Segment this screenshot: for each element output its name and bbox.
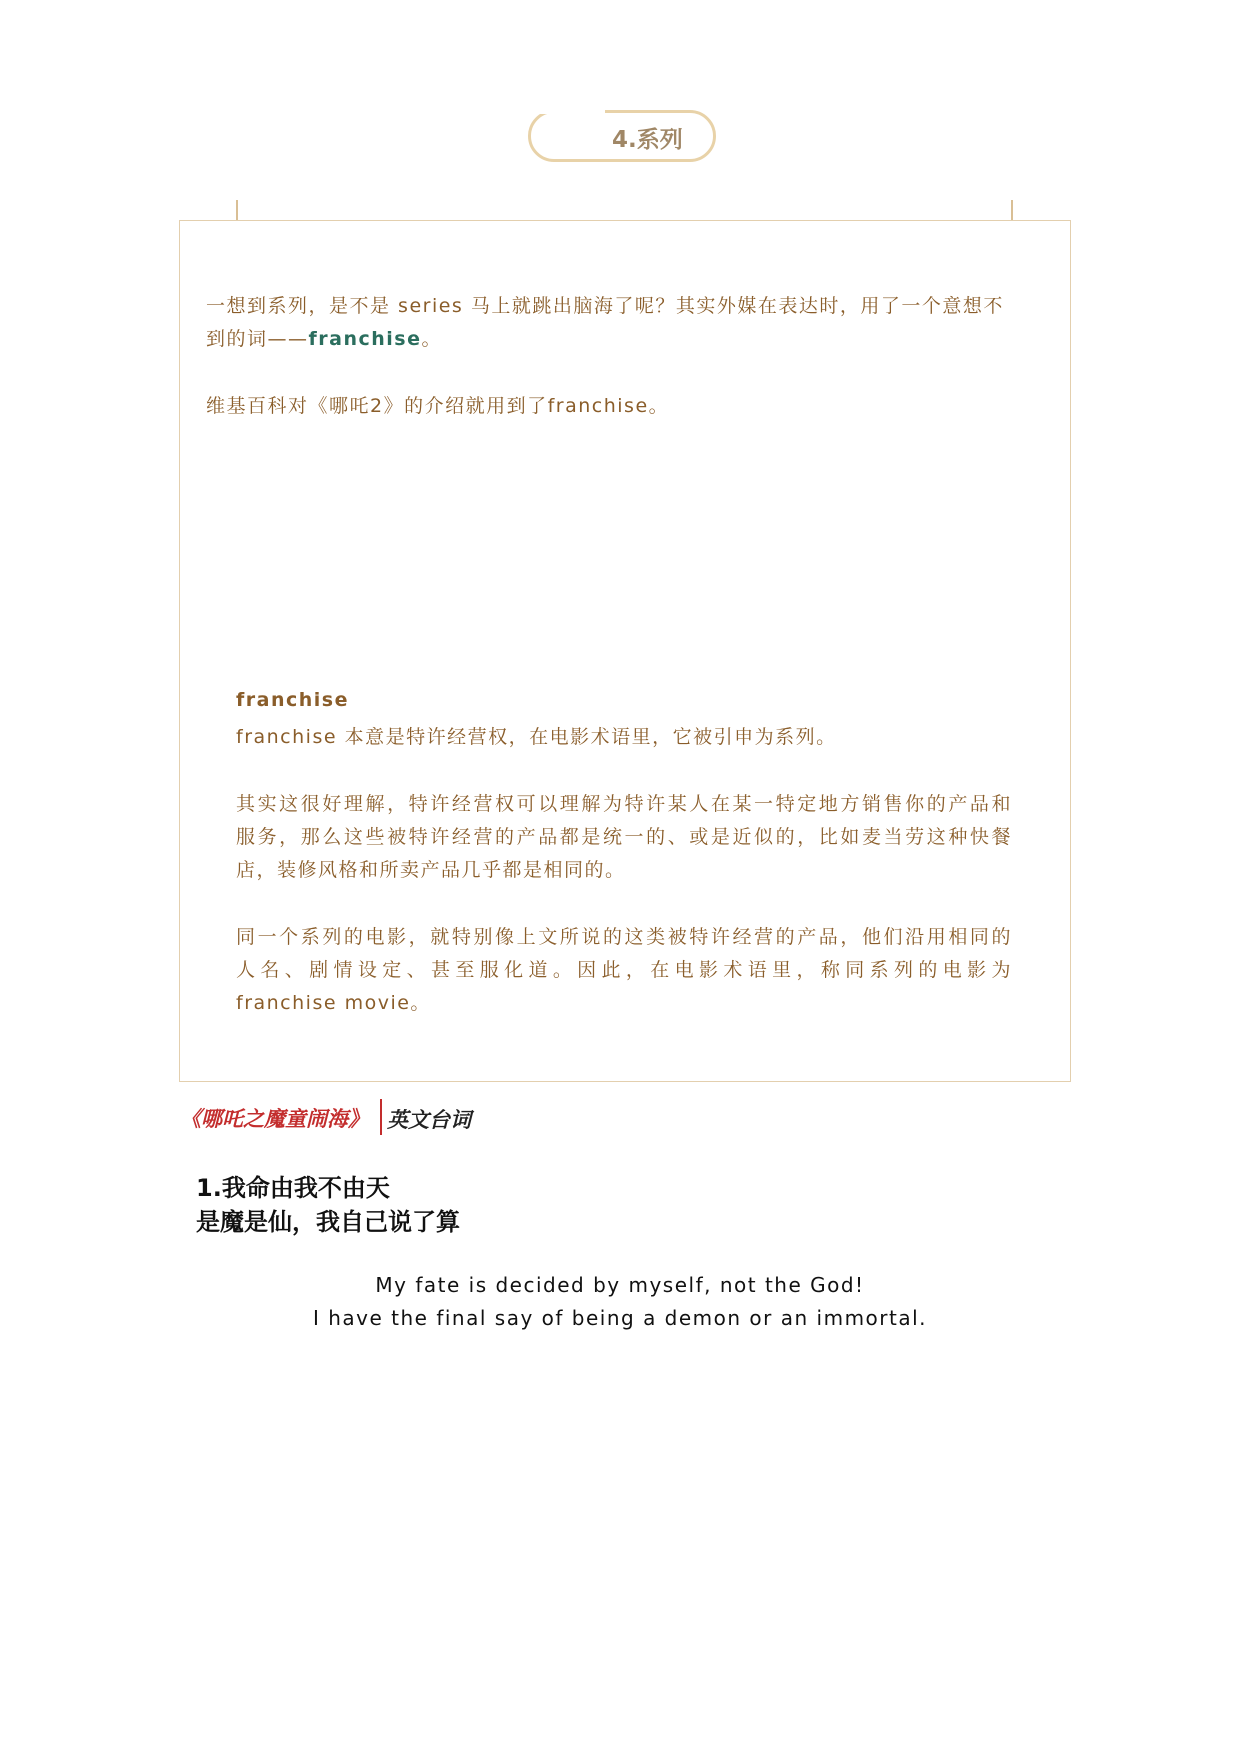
intro-prefix: 到的词—— [206, 328, 309, 350]
term-heading: franchise [236, 689, 349, 711]
para1-line1: 其实这很好理解，特许经营权可以理解为特许某人在某一特定地方销售你的产品和 [236, 793, 1012, 815]
intro-keyword: franchise [308, 328, 422, 350]
box-tick-right [1011, 200, 1013, 220]
para1-line3: 店，装修风格和所卖产品几乎都是相同的。 [236, 859, 626, 881]
para2-line1: 同一个系列的电影，就特别像上文所说的这类被特许经营的产品，他们沿用相同的 [236, 926, 1012, 948]
intro-line1: 一想到系列，是不是 series 马上就跳出脑海了呢？其实外媒在表达时，用了一个意想不 [206, 295, 1004, 317]
section-title: 4.系列 [612, 127, 683, 153]
pill-gap [535, 104, 605, 114]
intro-suffix: 。 [421, 328, 443, 350]
para2-line2: 人名、剧情设定、甚至服化道。因此，在电影术语里，称同系列的电影为 [236, 959, 1012, 981]
title-separator [380, 1099, 382, 1135]
quote-en-line2: I have the final say of being a demon or an immortal. [312, 1306, 928, 1330]
para1-line2: 服务，那么这些被特许经营的产品都是统一的、或是近似的，比如麦当劳这种快餐 [236, 826, 1012, 848]
quotes-subtitle: 英文台词 [387, 1108, 471, 1132]
term-definition: franchise 本意是特许经营权，在电影术语里，它被引申为系列。 [236, 726, 837, 748]
quote-cn-line2: 是魔是仙，我自己说了算 [196, 1208, 460, 1236]
quote-en-line1: My fate is decided by myself, not the God! [375, 1273, 865, 1297]
movie-title: 《哪吒之魔童闹海》 [180, 1107, 369, 1131]
para2-line3: franchise movie。 [236, 992, 431, 1014]
box-tick-left [236, 200, 238, 220]
quote-cn-line1: 1.我命由我不由天 [196, 1174, 390, 1202]
intro-line2 [206, 324, 442, 351]
wiki-line: 维基百科对《哪吒2》的介绍就用到了franchise。 [206, 395, 670, 417]
